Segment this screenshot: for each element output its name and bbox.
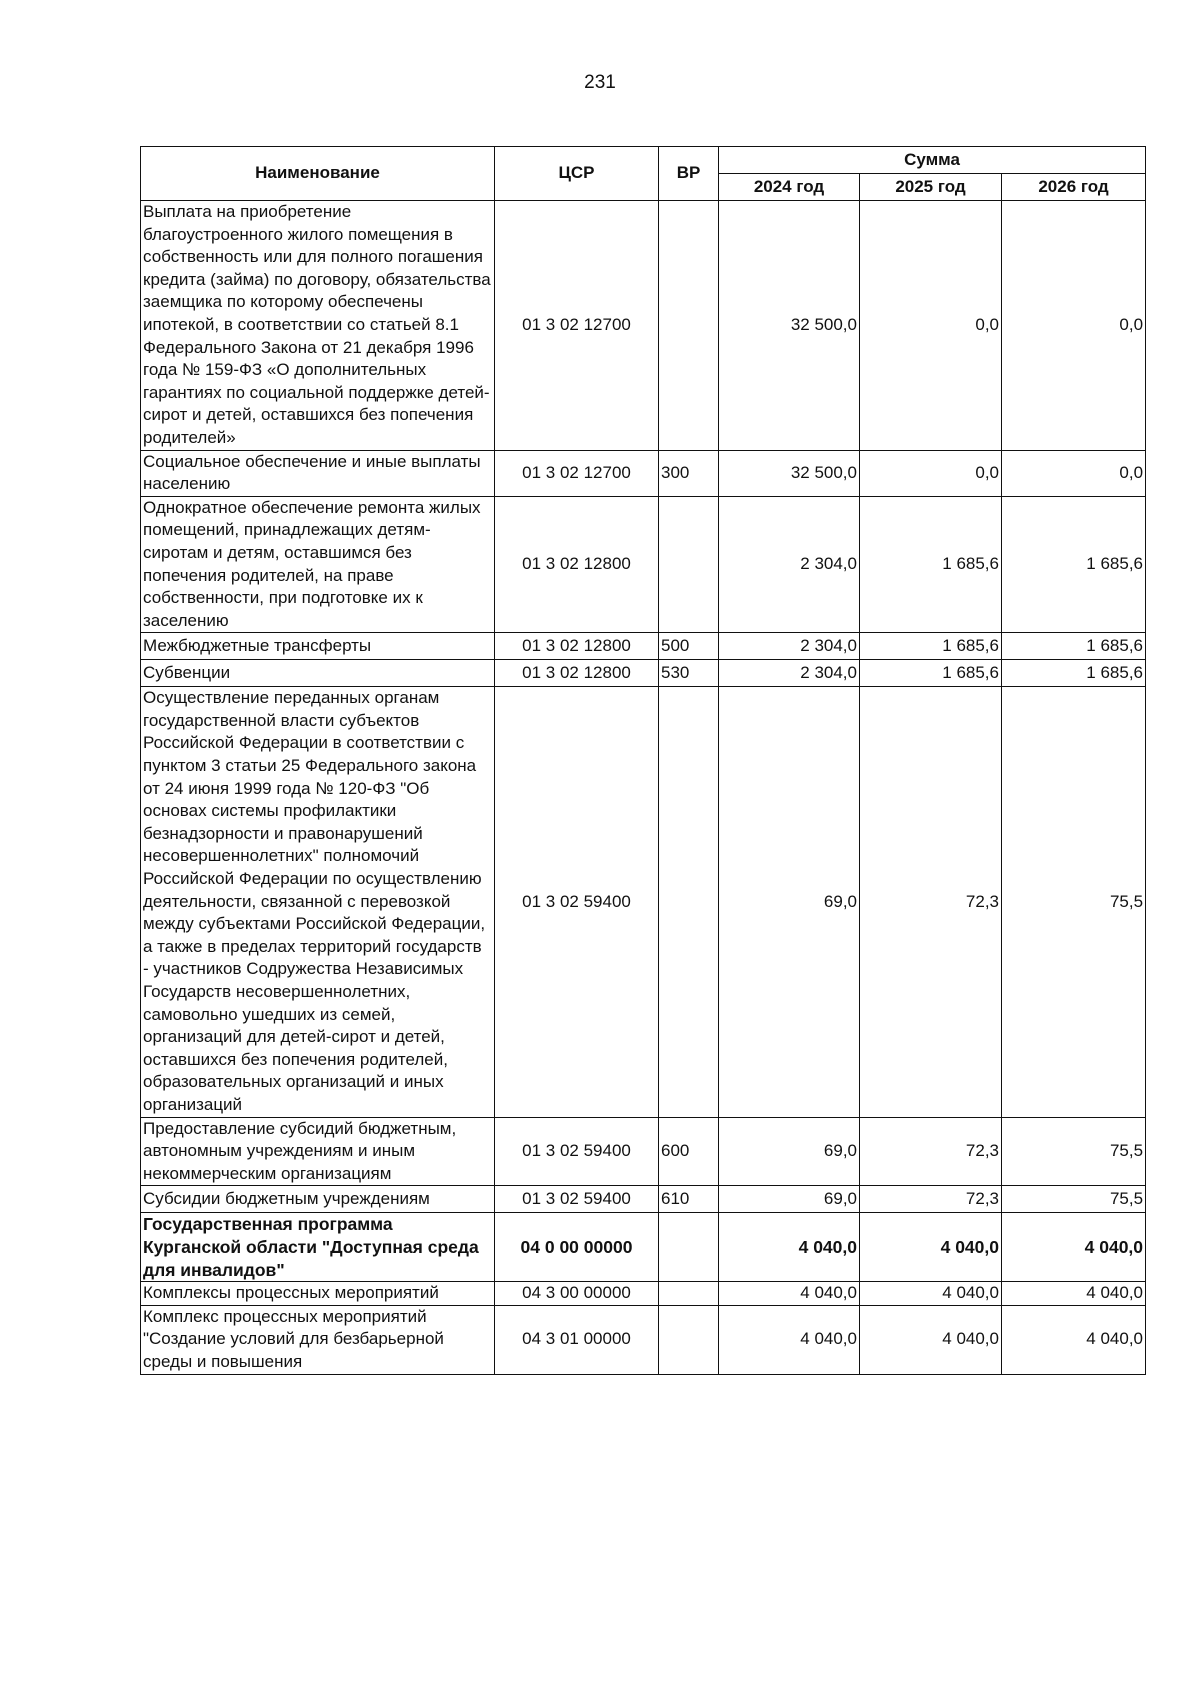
table-row [141, 201, 1146, 451]
table-row [141, 1282, 1146, 1306]
row-csr: 01 3 02 12800 [495, 633, 659, 660]
row-vr [659, 496, 719, 633]
row-2025: 4 040,0 [860, 1305, 1002, 1374]
row-csr: 01 3 02 59400 [495, 1186, 659, 1213]
row-2024: 4 040,0 [719, 1282, 860, 1306]
row-2024: 69,0 [719, 1186, 860, 1213]
header-2024: 2024 год [719, 174, 860, 201]
row-vr: 610 [659, 1186, 719, 1213]
header-row [141, 147, 1146, 174]
row-2025: 0,0 [860, 201, 1002, 451]
row-name: Выплата на приобретение благоустроенного жилого помещения в собственность или для полного погашения кредита (займа) по договору, обязательства заемщика по которому обеспечены ипотекой, в соответствии со статьей 8.1 Федерального Закона от 21 декабря 1996 года № 159-ФЗ «О дополнительных гарантиях по социальной поддержке детей-сирот и детей, оставшихся без попечения родителей» [141, 201, 495, 451]
row-name: Социальное обеспечение и иные выплаты населению [141, 450, 495, 496]
row-vr [659, 1213, 719, 1282]
row-vr [659, 1282, 719, 1306]
row-2026: 1 685,6 [1002, 660, 1146, 687]
row-name: Субсидии бюджетным учреждениям [141, 1186, 495, 1213]
row-vr [659, 1305, 719, 1374]
row-csr: 01 3 02 59400 [495, 687, 659, 1117]
row-2025: 4 040,0 [860, 1213, 1002, 1282]
row-csr: 04 3 00 00000 [495, 1282, 659, 1306]
row-name: Осуществление переданных органам государственной власти субъектов Российской Федерации в соответствии с пунктом 3 статьи 25 Федерального закона от 24 июня 1999 года № 120-ФЗ "Об основах системы профилактики безнадзорности и правонарушений несовершеннолетних" полномочий Российской Федерации по осуществлению деятельности, связанной с перевозкой между субъектами Российской Федерации, а также в пределах территорий государств - участников Содружества Независимых Государств несовершеннолетних, самовольно ушедших из семей, организаций для детей-сирот и детей, оставшихся без попечения родителей, образовательных организаций и иных организаций [141, 687, 495, 1117]
row-vr: 300 [659, 450, 719, 496]
row-name: Комплексы процессных мероприятий [141, 1282, 495, 1306]
table-row [141, 633, 1146, 660]
row-csr: 04 3 01 00000 [495, 1305, 659, 1374]
row-2024: 2 304,0 [719, 633, 860, 660]
row-2026: 0,0 [1002, 201, 1146, 451]
row-2025: 72,3 [860, 1186, 1002, 1213]
row-2025: 72,3 [860, 1117, 1002, 1186]
row-name: Межбюджетные трансферты [141, 633, 495, 660]
page-number: 231 [584, 72, 616, 93]
row-name: Государственная программа Курганской области "Доступная среда для инвалидов" [141, 1213, 495, 1282]
row-2024: 32 500,0 [719, 201, 860, 451]
header-2025: 2025 год [860, 174, 1002, 201]
row-csr: 01 3 02 59400 [495, 1117, 659, 1186]
row-2026: 75,5 [1002, 687, 1146, 1117]
row-name: Предоставление субсидий бюджетным, автономным учреждениям и иным некоммерческим организациям [141, 1117, 495, 1186]
row-2026: 75,5 [1002, 1186, 1146, 1213]
row-2025: 4 040,0 [860, 1282, 1002, 1306]
row-2024: 69,0 [719, 1117, 860, 1186]
budget-table [140, 146, 1146, 1375]
row-2024: 2 304,0 [719, 660, 860, 687]
row-2026: 1 685,6 [1002, 633, 1146, 660]
row-csr: 01 3 02 12800 [495, 660, 659, 687]
row-name: Однократное обеспечение ремонта жилых помещений, принадлежащих детям-сиротам и детям, оставшимся без попечения родителей, на праве собственности, при подготовке их к заселению [141, 496, 495, 633]
row-2024: 4 040,0 [719, 1213, 860, 1282]
row-2026: 0,0 [1002, 450, 1146, 496]
table-row-program [141, 1213, 1146, 1282]
row-vr: 530 [659, 660, 719, 687]
table-row [141, 1305, 1146, 1374]
table-row [141, 450, 1146, 496]
row-vr [659, 201, 719, 451]
table-row [141, 1186, 1146, 1213]
row-2025: 1 685,6 [860, 633, 1002, 660]
row-2025: 1 685,6 [860, 496, 1002, 633]
row-name: Субвенции [141, 660, 495, 687]
row-csr: 01 3 02 12700 [495, 201, 659, 451]
table-row [141, 496, 1146, 633]
header-vr: ВР [659, 147, 719, 201]
row-vr [659, 687, 719, 1117]
row-2026: 75,5 [1002, 1117, 1146, 1186]
row-csr: 01 3 02 12800 [495, 496, 659, 633]
table-row [141, 687, 1146, 1117]
header-2026: 2026 год [1002, 174, 1146, 201]
row-2024: 69,0 [719, 687, 860, 1117]
row-2026: 1 685,6 [1002, 496, 1146, 633]
table-row [141, 660, 1146, 687]
row-2026: 4 040,0 [1002, 1305, 1146, 1374]
row-2025: 0,0 [860, 450, 1002, 496]
row-2026: 4 040,0 [1002, 1282, 1146, 1306]
row-vr: 600 [659, 1117, 719, 1186]
table-row [141, 1117, 1146, 1186]
header-name: Наименование [141, 147, 495, 201]
row-csr: 01 3 02 12700 [495, 450, 659, 496]
header-csr: ЦСР [495, 147, 659, 201]
row-2025: 1 685,6 [860, 660, 1002, 687]
row-csr: 04 0 00 00000 [495, 1213, 659, 1282]
header-sum: Сумма [719, 147, 1146, 174]
row-2024: 2 304,0 [719, 496, 860, 633]
row-2026: 4 040,0 [1002, 1213, 1146, 1282]
row-2024: 4 040,0 [719, 1305, 860, 1374]
row-2025: 72,3 [860, 687, 1002, 1117]
row-2024: 32 500,0 [719, 450, 860, 496]
row-vr: 500 [659, 633, 719, 660]
row-name: Комплекс процессных мероприятий "Создание условий для безбарьерной среды и повышения [141, 1305, 495, 1374]
